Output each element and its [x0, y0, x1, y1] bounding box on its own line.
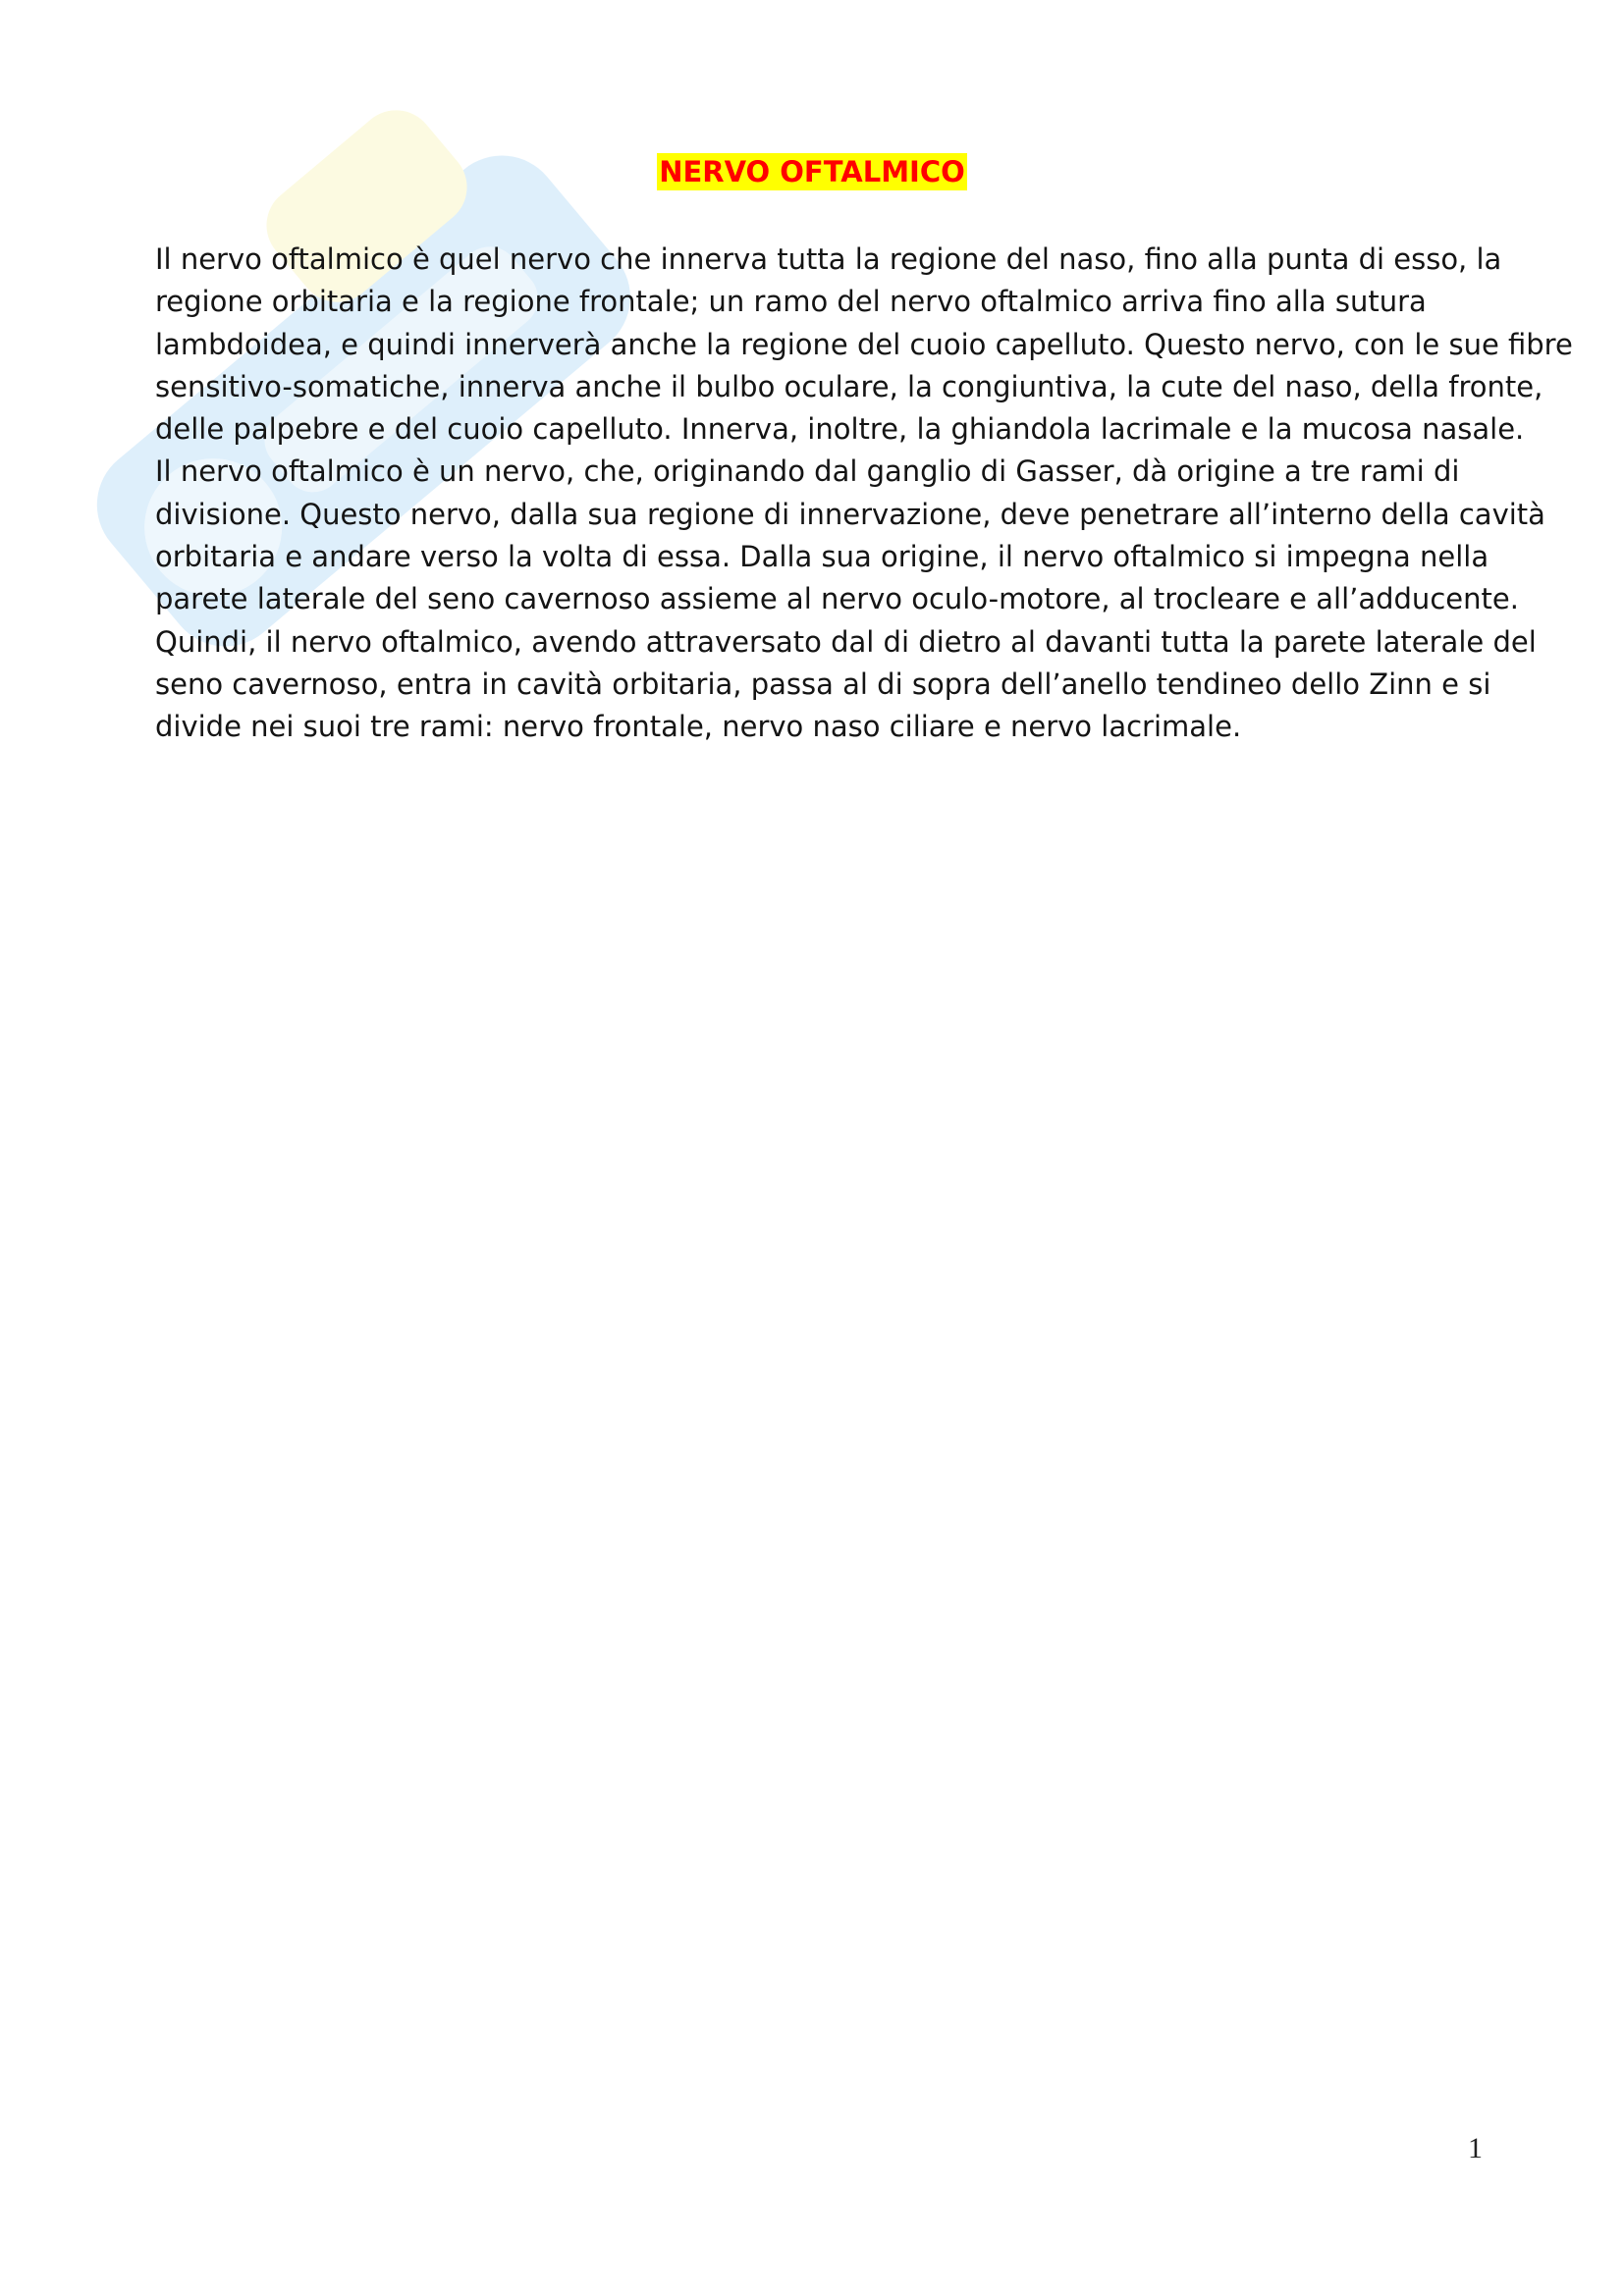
paragraph-line: divisione. Questo nervo, dalla sua regione di innervazione, deve penetrare all’interno della cavità: [155, 497, 1545, 531]
paragraph-line: orbitaria e andare verso la volta di essa. Dalla sua origine, il nervo oftalmico si impegna nella: [155, 540, 1489, 574]
paragraph-line: divide nei suoi tre rami: nervo frontale, nervo naso ciliare e nervo lacrimale.: [155, 710, 1242, 744]
title-block: [0, 153, 1624, 190]
paragraph-line: parete laterale del seno cavernoso assieme al nervo oculo-motore, al trocleare e all’adducente.: [155, 582, 1519, 616]
paragraph-line: Quindi, il nervo oftalmico, avendo attraversato dal di dietro al davanti tutta la parete laterale del: [155, 624, 1537, 659]
document-title: NERVO OFTALMICO: [659, 155, 965, 188]
paragraph-line: Il nervo oftalmico è un nervo, che, originando dal ganglio di Gasser, dà origine a tre rami di: [155, 454, 1460, 489]
body-paragraph: [155, 239, 1573, 749]
paragraph-line: Il nervo oftalmico è quel nervo che innerva tutta la regione del naso, fino alla punta di esso, la: [155, 242, 1502, 276]
paragraph-line: lambdoidea, e quindi innerverà anche la regione del cuoio capelluto. Questo nervo, con le sue fibre: [155, 327, 1573, 361]
page-number: 1: [1468, 2132, 1483, 2164]
paragraph-line: regione orbitaria e la regione frontale; un ramo del nervo oftalmico arriva fino alla sutura: [155, 285, 1427, 319]
paragraph-line: delle palpebre e del cuoio capelluto. Innerva, inoltre, la ghiandola lacrimale e la mucosa nasale.: [155, 412, 1525, 447]
paragraph-line: sensitivo-somatiche, innerva anche il bulbo oculare, la congiuntiva, la cute del naso, della fronte,: [155, 369, 1543, 403]
paragraph-line: seno cavernoso, entra in cavità orbitaria, passa al di sopra dell’anello tendineo dello Zinn e si: [155, 667, 1491, 701]
